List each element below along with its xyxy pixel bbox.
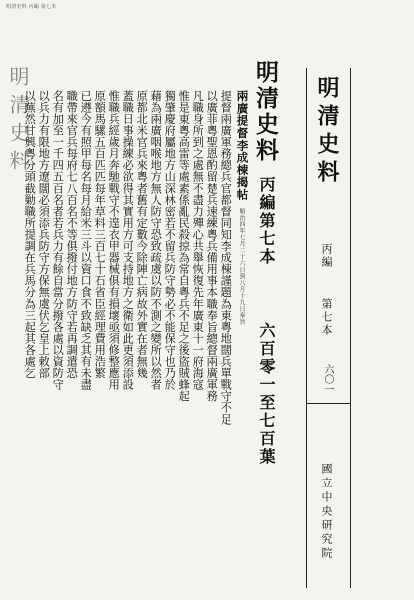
body-column: 職帶來官兵每府七八百名不等俱撥付地方防守若再調遣恐 [65,90,79,379]
page-number: 六〇一 [322,364,333,394]
series-title: 明清史料 [252,60,279,164]
body-column: 藉為兩廣咽喉地方無人防守恐致疏虞以防不測之變所以然者 [149,90,163,391]
body-column: 以蕪然甘興粵分頭截勦職所提調在兵馬分為三起其各處乞 [23,90,37,379]
body-column: 惟職兵經歲月奔馳戰守不遑衣甲器械俱有損壞亟須修整應用 [107,90,121,391]
bleed-text: 明清史料 [6,66,30,178]
body-column: 以廣菲粵聖恩酌留楚兵速練粵兵備用事本職奉旨總督兩廣軍務 [205,90,219,402]
page-range: 六百零一至七百葉 [257,322,276,466]
body-column: 原額馬騾五百匹匹每年草料三百七十石省臣經理費用浩繁 [93,90,107,379]
body-column: 以兵力有限地方遼闊必須添兵防守方保無虞伏乞皇上敕部 [37,90,51,379]
body-column: 名有加至一千四五百名者若兵力有餘自當分撥各處以資防守 [51,90,65,391]
header-stamp: 明清史料 丙編 第七本 [6,4,57,10]
institution-name: 國立中央研究院 [320,463,333,561]
spine-volume: 第七本 [320,298,333,337]
spine-frame [306,68,366,588]
body-column: 惟是東粵高雷等處素係亂民殺掠為常自粵兵不足之後盜賊蜂起 [177,90,191,402]
body-column: 獨肇慶府屬地方山深林密若不留兵防守勢必不能保守也乃於 [163,90,177,391]
document-title: 兩廣提督李成棟揭帖 [235,90,250,201]
volume-label: 丙編第七本 [257,176,276,266]
body-column: 提督兩廣軍務總兵官都督同知李成棟謹題為東粵地闊兵單戰守不足 [219,90,233,425]
body-column: 原都北米官兵來粵者舊有定數今除陣亡病故外實在者無幾 [135,90,149,379]
body-column: 蓋職日事操練必欲得其實用方可支持地方之衛如此更須添設 [121,90,135,391]
document-meta: 順治四年七月二十六日到八月十九日奉旨 [238,208,245,325]
body-column: 已遵今有照甲每名每月給米三斗以資口食不致缺乏其有未盡 [79,90,93,391]
spine-sub: 丙編 [320,243,333,269]
spine-title: 明清史料 [314,76,340,188]
body-column: 凡職身所到之處無不盡力殫心共舉恢復先年廣東十一府海寇 [191,90,205,391]
